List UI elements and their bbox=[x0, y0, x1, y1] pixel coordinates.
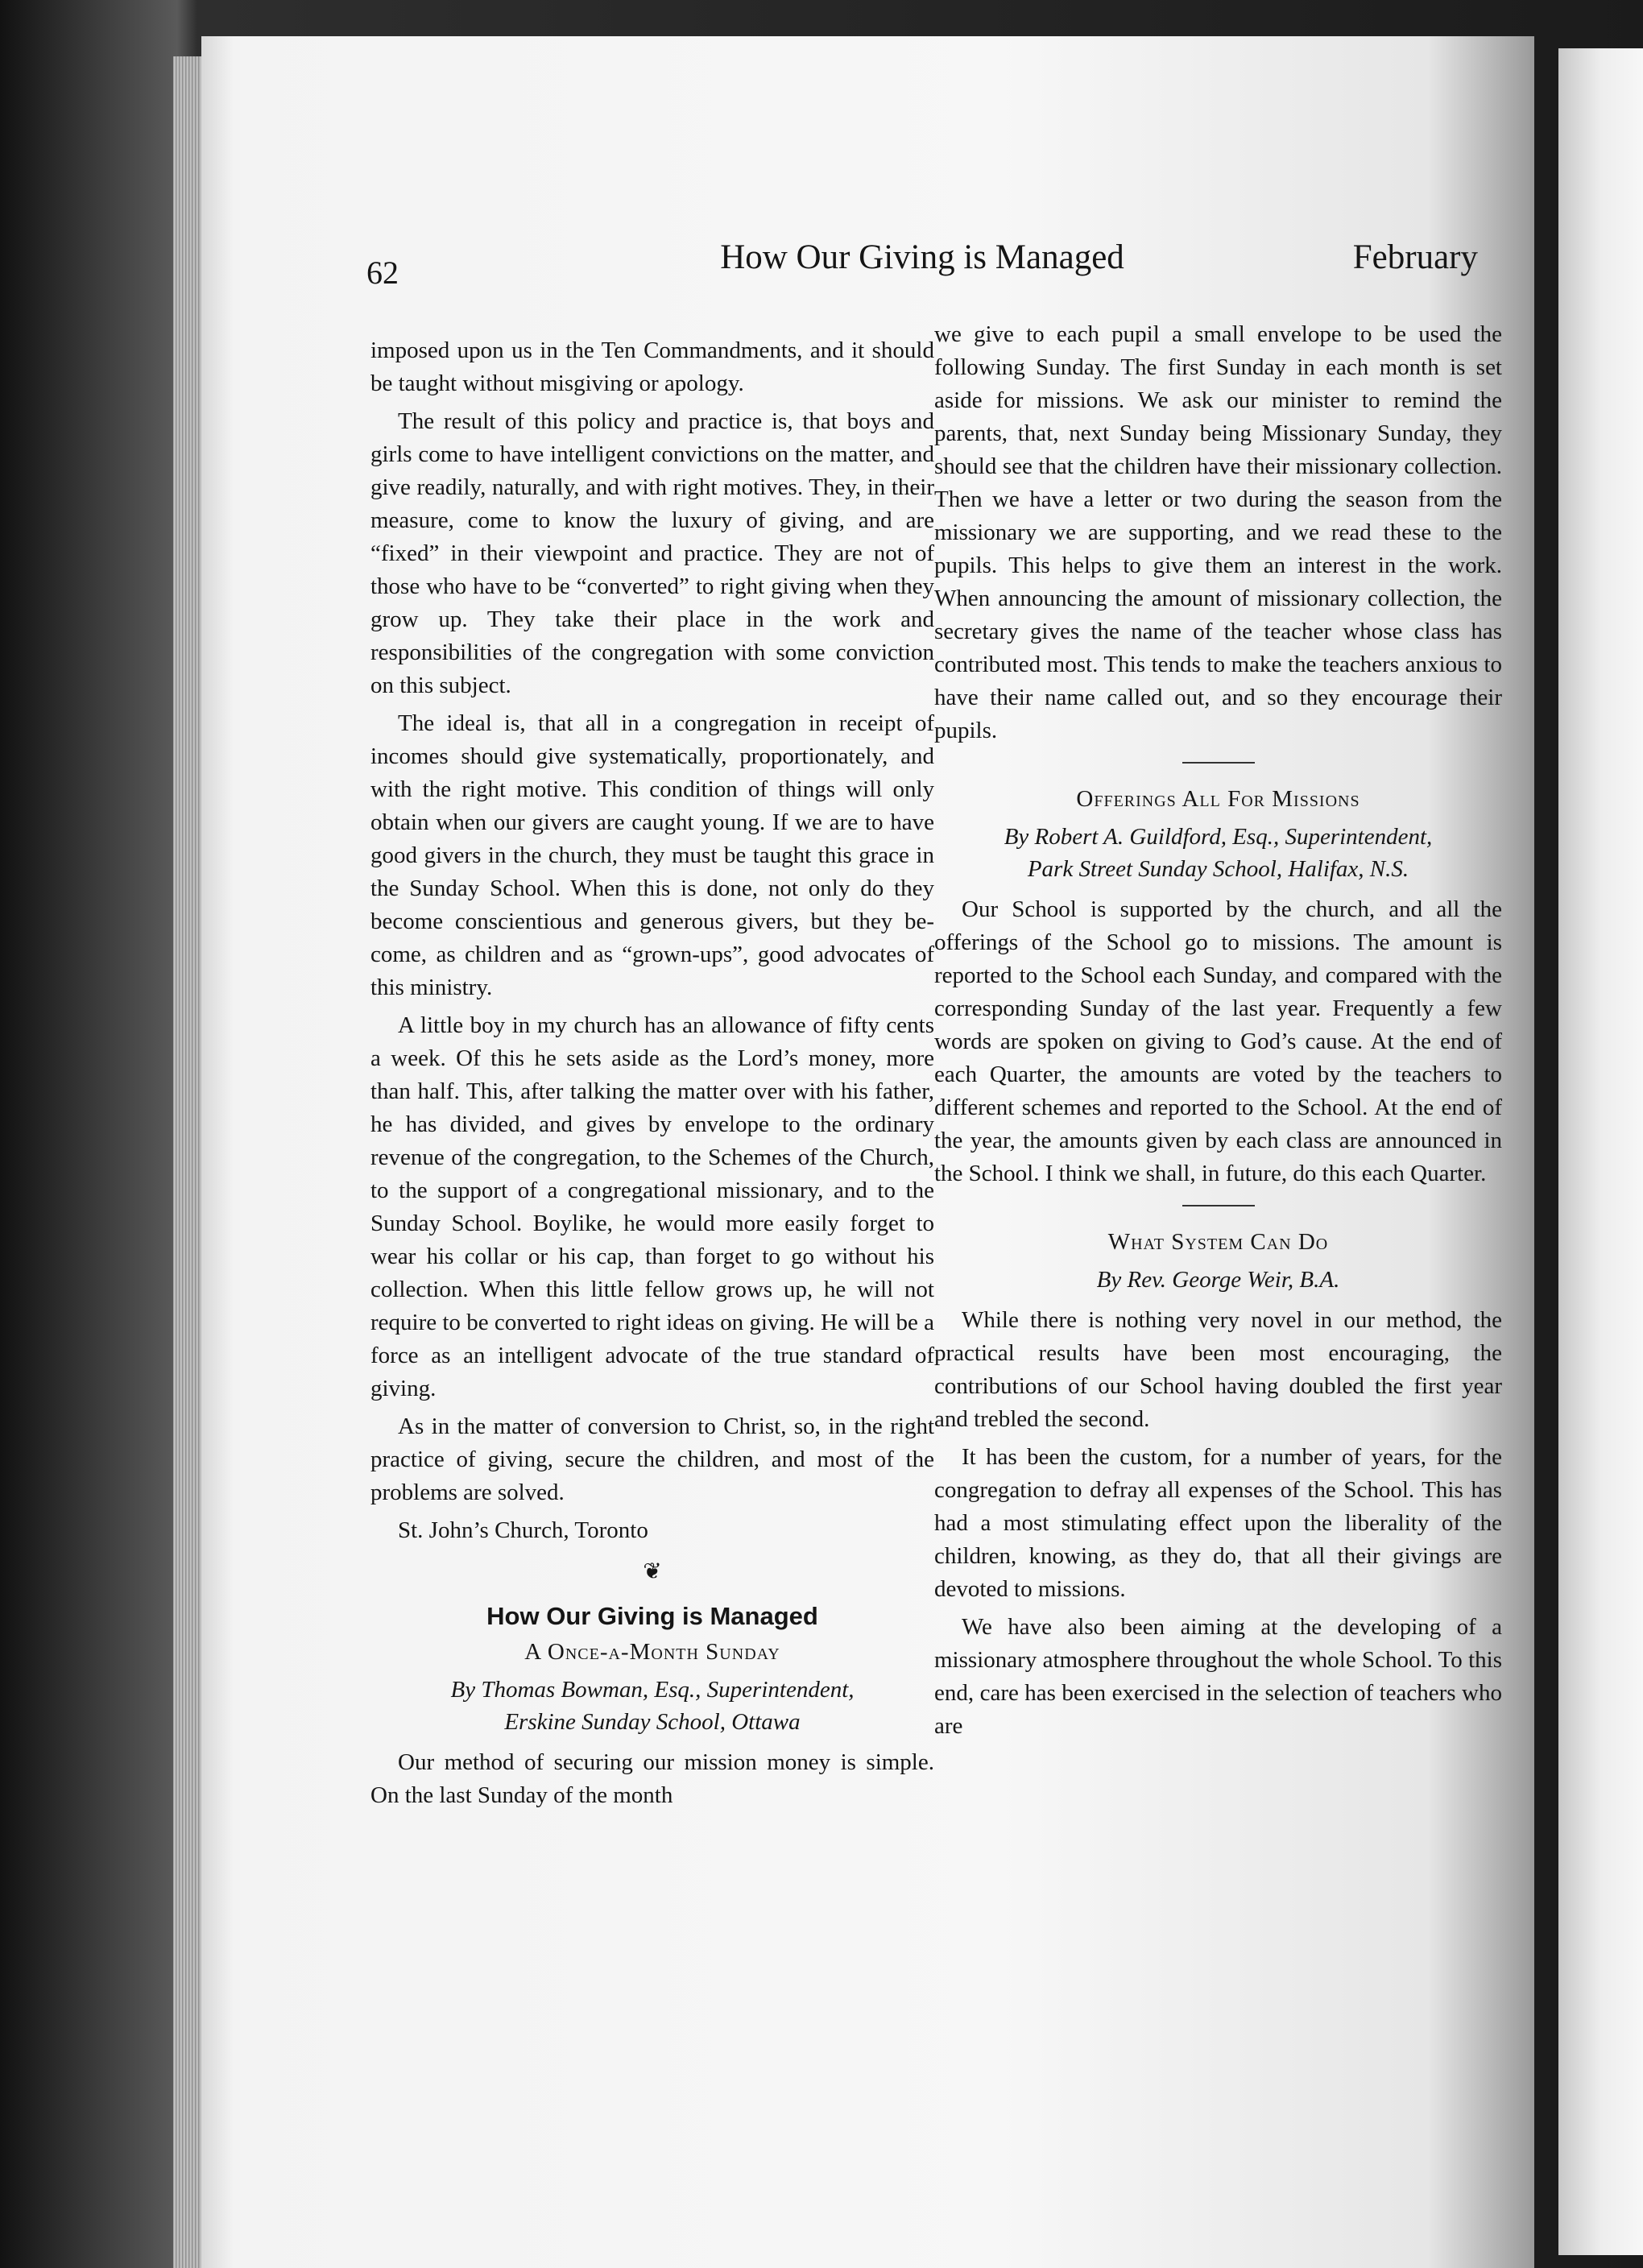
running-title: How Our Giving is Managed bbox=[720, 238, 1124, 276]
paragraph: The result of this policy and practice is, that boys and girls come to have intelligent convictions on the matter, and give readily, naturally, and with right motives. They, in their measure, come to know the luxury of giving, and are “fixed” in their viewpoint and practice. They are not of those who have to be “converted” to right giving when they grow up. They take their place in the work and responsibilities of the congregation with some conviction on this subject. bbox=[370, 408, 934, 698]
paragraph: It has been the custom, for a number of years, for the congregation to defray all expenses of the School. This has had a most stimulating effect upon the liberality of the children, knowing, as they do, that all their givings are devoted to missions. bbox=[934, 1444, 1502, 1602]
paragraph: Our School is supported by the church, and all the offerings of the School go to missions. The amount is reported to the School each Sunday, and compared with the corresponding Sunday of the last year. Frequently a few words are spoken on giving to God’s cause. At the end of each Quarter, the amounts are voted by the teachers to different schemes and reported to the School. At the end of the year, the amounts given by each class are announced in the School. I think we shall, in future, do this each Quarter. bbox=[934, 896, 1502, 1186]
page-number: 62 bbox=[366, 255, 399, 291]
byline-line-1: By Thomas Bowman, Esq., Superintendent, bbox=[450, 1677, 855, 1703]
paragraph: we give to each pupil a small envelope to be used the following Sunday. The first Sunday in each month is set aside for missions. We ask our minister to remind the parents, that, next Sunday being Missionary Sunday, they should see that the children have their missionary collection. Then we have a letter or two during the season from the missionary we are supporting, and we read these to the pupils. This helps to give them an interest in the work. When announcing the amount of missionary collection, the secretary gives the name of the teacher whose class has contributed most. This tends to make the teachers anxious to have their name called out, and so they encourage their pupils. bbox=[934, 321, 1502, 743]
section-title: Offerings All For Missions bbox=[1076, 786, 1360, 812]
section-title: How Our Giving is Managed bbox=[486, 1602, 818, 1630]
page-header bbox=[366, 238, 1478, 302]
byline-line-2: Park Street Sunday School, Halifax, N.S. bbox=[1027, 856, 1409, 882]
facing-page-edge bbox=[1558, 48, 1643, 2255]
right-column bbox=[934, 318, 1502, 1748]
book-page bbox=[201, 36, 1534, 2268]
page-stack-edge bbox=[173, 56, 205, 2268]
byline-line-1: By Robert A. Guildford, Esq., Superintendent, bbox=[1004, 824, 1433, 850]
left-column bbox=[370, 334, 934, 1817]
paragraph: We have also been aiming at the developing of a missionary atmosphere throughout the whole School. To this end, care has been exercised in the selection of teachers who are bbox=[934, 1614, 1502, 1739]
section-divider bbox=[1182, 762, 1255, 764]
byline bbox=[934, 821, 1502, 885]
ornament-icon: ❦ bbox=[643, 1559, 662, 1584]
byline-line-2: Erskine Sunday School, Ottawa bbox=[504, 1709, 801, 1735]
signature: St. John’s Church, Toronto bbox=[398, 1517, 648, 1543]
paragraph: A little boy in my church has an allowance of fifty cents a week. Of this he sets aside as the Lord’s money, more than half. This, after talking the matter over with his father, he has divided, and gives by envelope to the ordinary revenue of the congregation, to the Schemes of the Church, to the support of a congregational missionary, and to the Sunday School. Boylike, he would more easily forget to wear his collar or his cap, than forget to go without his collection. When this little fellow grows up, he will not require to be converted to right ideas on giving. He will be a force as an intelligent advocate of the true standard of giving. bbox=[370, 1012, 934, 1401]
section-title: What System Can Do bbox=[1107, 1229, 1329, 1255]
section-divider bbox=[1182, 1205, 1255, 1206]
header-month: February bbox=[1352, 238, 1478, 276]
section-subtitle: A Once-a-Month Sunday bbox=[524, 1639, 780, 1665]
byline bbox=[370, 1674, 934, 1738]
paragraph: Our method of securing our mission money is simple. On the last Sunday of the month bbox=[370, 1749, 934, 1808]
paragraph: While there is nothing very novel in our method, the practical results have been most encouraging, the contributions of our School having doubled the first year and trebled the second. bbox=[934, 1307, 1502, 1432]
paragraph: As in the matter of conversion to Christ, so, in the right practice of giving, secure the children, and most of the problems are solved. bbox=[370, 1413, 934, 1505]
paragraph: The ideal is, that all in a congregation in receipt of incomes should give systematically, proportionately, and with the right motive. This condition of things will only obtain when our givers are caught young. If we are to have good givers in the church, they must be taught this grace in the Sunday School. When this is done, not only do they become conscientious and generous givers, but they become, as children and as “grown-ups”, good advocates of this ministry. bbox=[370, 710, 934, 1000]
byline: By Rev. George Weir, B.A. bbox=[1096, 1267, 1340, 1293]
paragraph: imposed upon us in the Ten Commandments, and it should be taught without misgiving or apology. bbox=[370, 337, 934, 396]
